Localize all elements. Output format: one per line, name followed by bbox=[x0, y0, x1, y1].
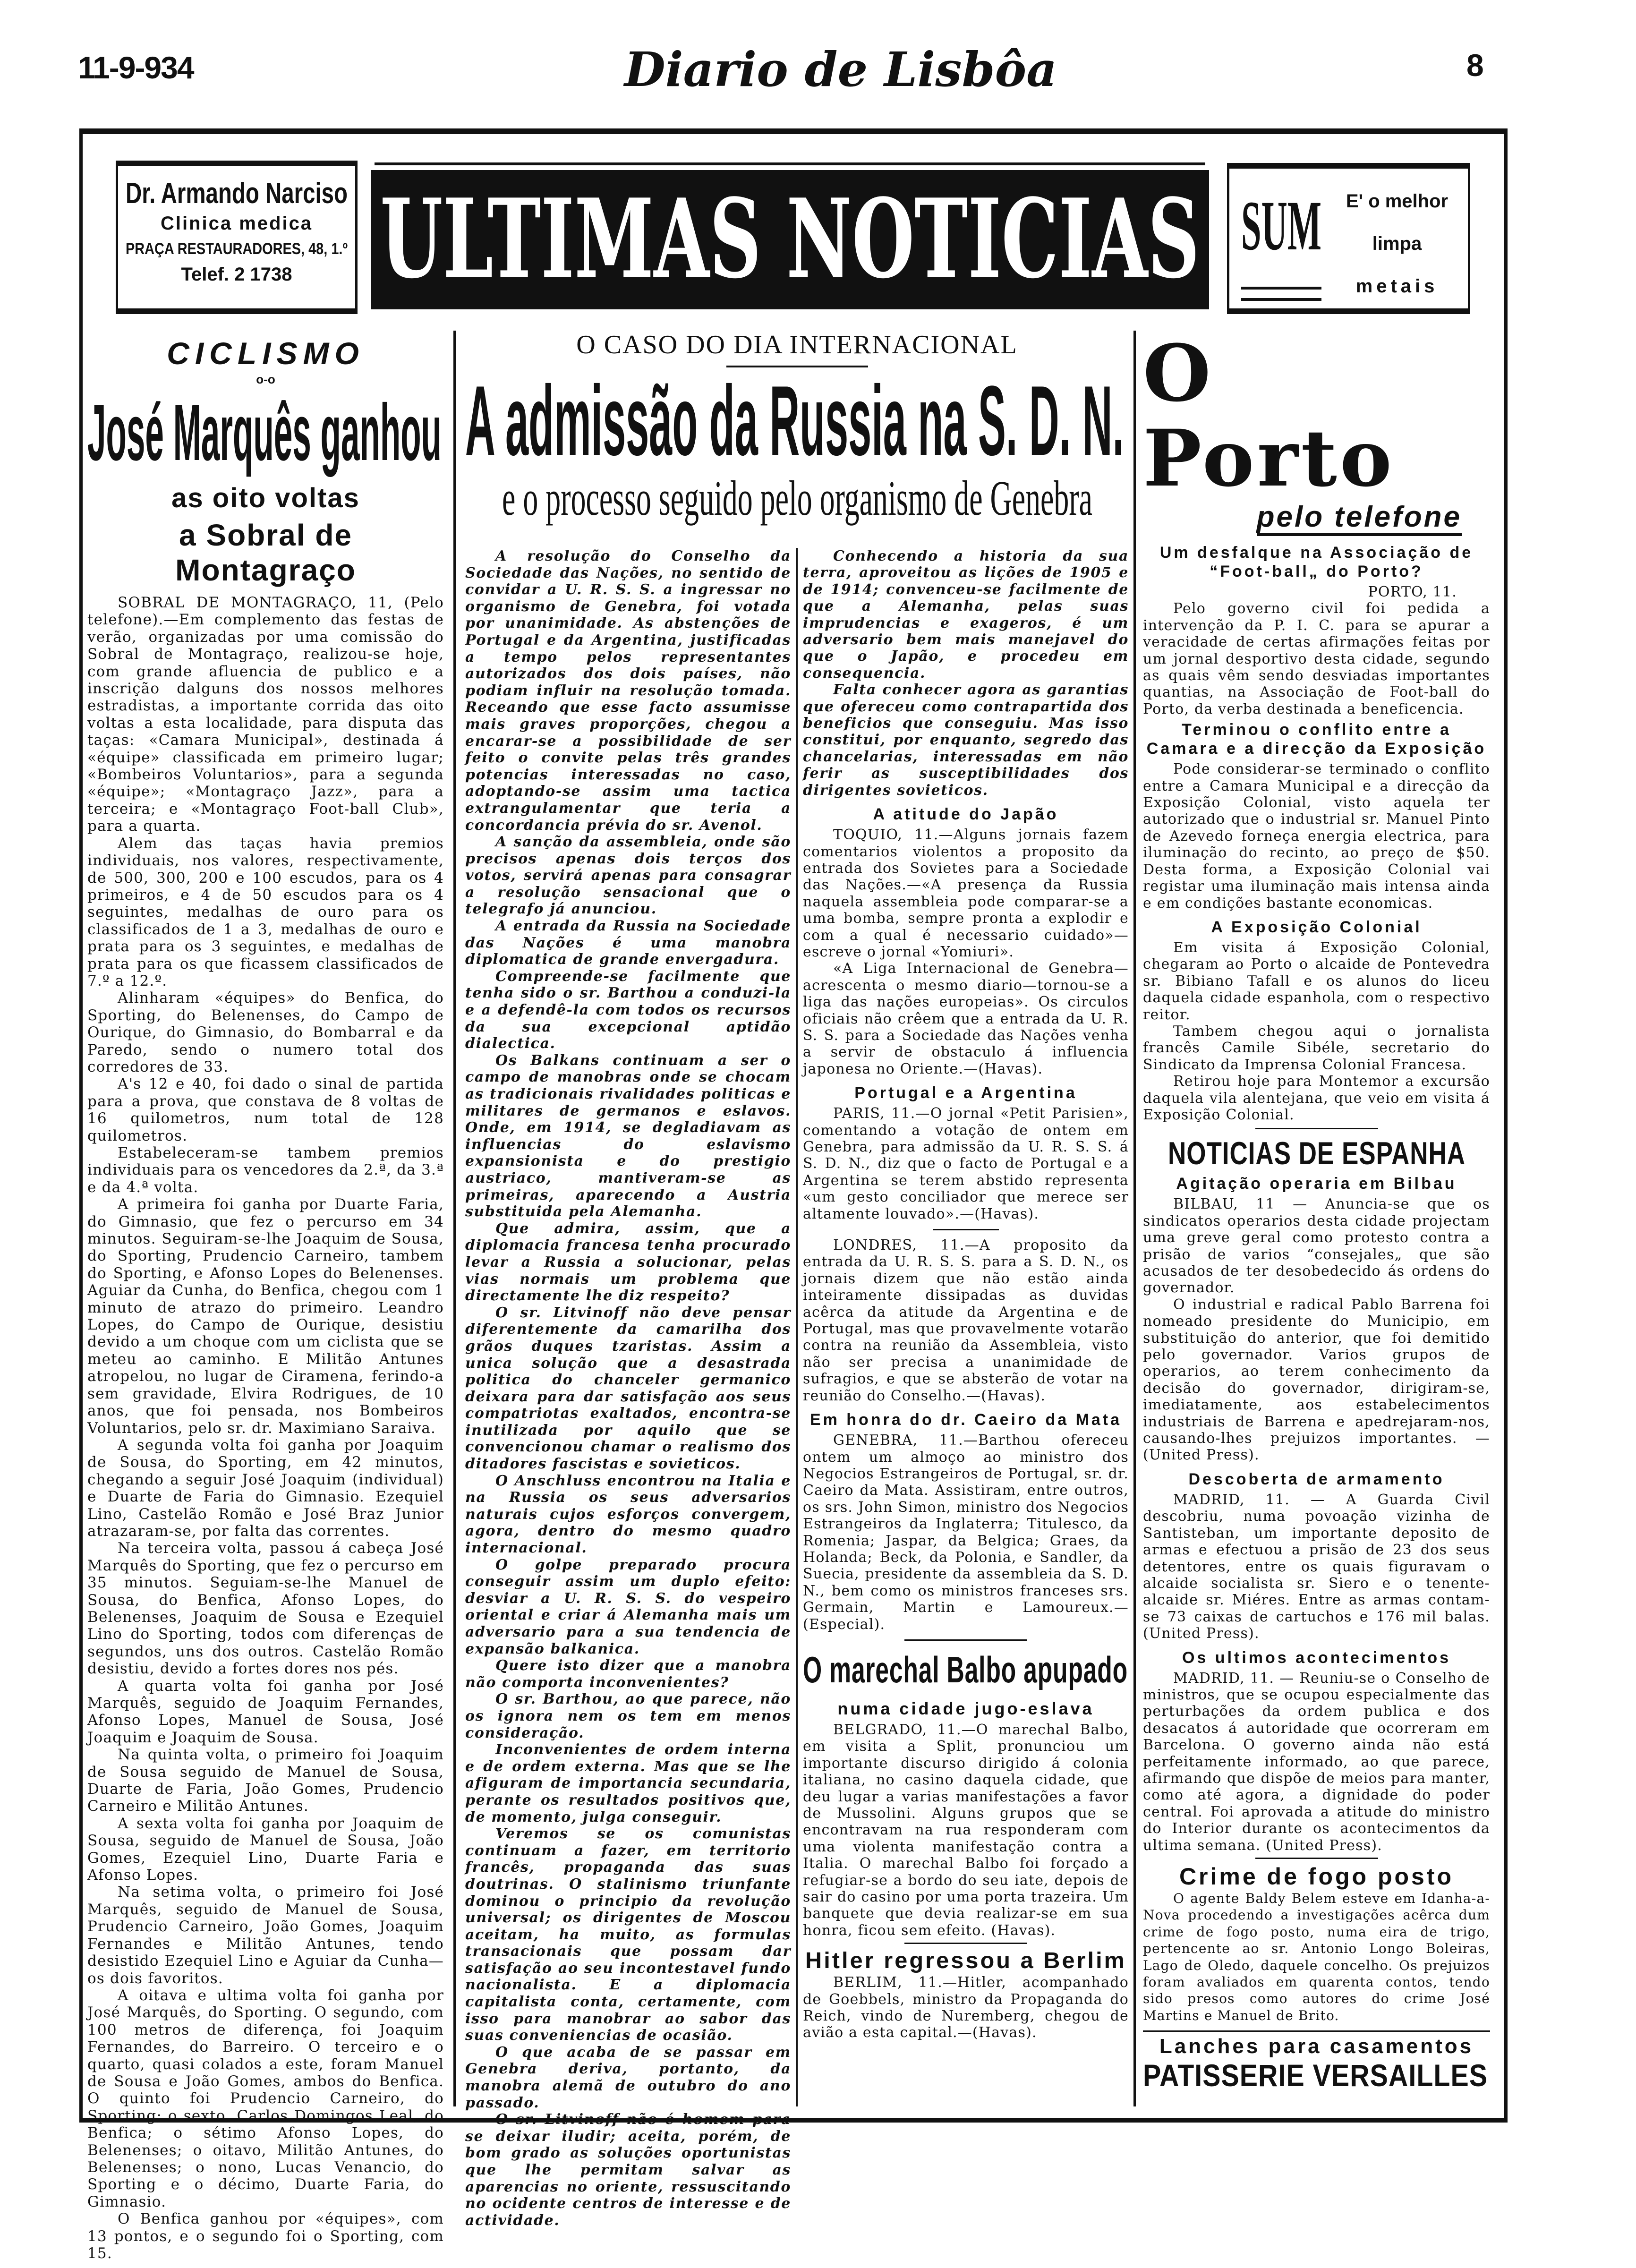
paragraph: Falta conhecer agora as garantias que ofereceu como contrapartida dos beneficios que conseguiu. Mas isso constitui, por enquanto, segredo das chancelarias, interessadas em não ferir as susceptibilidades dos dirigentes sovieticos. bbox=[803, 682, 1129, 799]
ad-brand: SUM bbox=[1241, 187, 1321, 265]
article-subheadline: numa cidade jugo-eslava bbox=[837, 1698, 1094, 1718]
paragraph: O agente Baldy Belem esteve em Idanha-a-Nova procedendo a investigações acêrca dum crime de fogo posto, numa eira de trigo, pertencente ao sr. Antonio Longo Boleiras, Lago de Oledo, daquele concelho. Os prejuizos foram avaliados em quarenta contos, tendo sido presos como autores do crime José Martins e Manuel de Brito. bbox=[1143, 1891, 1490, 2023]
section-heading: Os ultimos acontecimentos bbox=[1182, 1648, 1451, 1667]
paragraph: SOBRAL DE MONTAGRAÇO, 11, (Pelo telefone).—Em complemento das festas de verão, organizadas por uma comissão do Sobral de Montagraço, realizou-se hoje, com grande afluencia de publico e a inscrição dalguns dos nossos melhores estradistas, a importante corrida das oito voltas a esta localidade, para disputa das taças: «Camara Municipal», destinada á «équipe» classificada em primeiro lugar; «Bombeiros Voluntarios», para a segunda «équipe»; «Montagraço Jazz», para a terceira; e «Montagraço Foot-ball Club», para a quarta. bbox=[87, 594, 444, 835]
russia-article-continued bbox=[803, 548, 1129, 2041]
paragraph: GENEBRA, 11.—Barthou ofereceu ontem um almoço ao ministro dos Negocios Estrangeiros de Portugal, sr. dr. Caeiro da Mata. Assistiram, entre outros, os srs. John Simon, ministro dos Negocios Estrangeiros da Inglaterra; Titulesco, da Romenia; Jaspar, da Belgica; Graes, da Holanda; Beck, da Polonia, e Sandler, da Suecia, presidente da assembleia da S. D. N., bem como os ministros franceses srs. Germain, Martin e Lamoureux.—(Especial). bbox=[803, 1432, 1129, 1633]
ad-tagline-1: E' o melhor bbox=[1346, 191, 1449, 212]
paragraph: Alinharam «équipes» do Benfica, do Sporting, do Belenenses, do Campo de Ourique, do Gimnasio, do Bombarral e da Paredo, sendo o numero total dos corredores de 33. bbox=[87, 989, 444, 1075]
article-headline: Crime de fogo posto bbox=[1179, 1863, 1454, 1890]
column-subheadline: pelo telefone bbox=[1257, 501, 1462, 536]
patisserie-ad-line: Lanches para casamentos bbox=[1159, 2035, 1474, 2058]
sum-advertisement bbox=[1227, 163, 1470, 314]
divider bbox=[904, 1639, 1027, 1641]
section-heading: A Exposição Colonial bbox=[1211, 918, 1422, 936]
paragraph: A primeira foi ganha por Duarte Faria, do Gimnasio, que fez o percurso em 34 minutos. Seguiram-se-lhe Joaquim de Sousa, do Sporting, Prudencio Carneiro, tambem do Sporting, e Afonso Lopes do Belenenses. Aguiar da Cunha, do Benfica, chegou com 1 minuto de atrazo do primeiro. Leandro Lopes, do Campo de Ourique, desistiu devido a um choque com um ciclista que se meteu ao caminho. E Militão Antunes atropelou, no lugar de Ciramena, ferindo-a sem gravidade, Elvira Rodrigues, de 10 anos, que foi pensada, nos Bombeiros Voluntarios, pelo sr. dr. Maximiano Saraiva. bbox=[87, 1196, 444, 1437]
paragraph: Em visita á Exposição Colonial, chegaram ao Porto o alcaide de Pontevedra sr. Bibiano Tafall e os alunos do liceu daquela cidade espanhola, com o respectivo reitor. bbox=[1143, 939, 1490, 1023]
paragraph: Retirou hoje para Montemor a excursão daquela vila alentejana, que veio em visita á Exposição Colonial. bbox=[1143, 1073, 1490, 1123]
paragraph: BILBAU, 11 — Anuncia-se que os sindicatos operarios desta cidade projectam uma greve geral como protesto contra a prisão de varios “consejales„ que são acusados de ter desobedecido ás ordens do governador. bbox=[1143, 1196, 1490, 1296]
article-headline: José Marquês ganhou bbox=[87, 388, 442, 477]
section-label: CICLISMO bbox=[167, 336, 365, 371]
article-subheadline: as oito voltas bbox=[171, 483, 360, 513]
paragraph: O industrial e radical Pablo Barrena foi nomeado presidente do Municipio, em substituição do anterior, que foi demitido pelo governador. Varios grupos de operarios, ao terem conhecimento da decisão do governador, dirigiram-se, imediatamente, aos estabelecimentos industriais de Barrena e apedrejaram-nos, causando-lhes prejuizos importantes. —(United Press). bbox=[1143, 1296, 1490, 1464]
ultimas-noticias-banner bbox=[371, 170, 1209, 309]
section-heading: Descoberta de armamento bbox=[1188, 1470, 1445, 1488]
section-heading: Portugal e a Argentina bbox=[854, 1084, 1077, 1102]
russia-article-header bbox=[465, 331, 1129, 543]
paragraph: MADRID, 11. — Reuniu-se o Conselho de ministros, que se ocupou especialmente das perturbações da ordem publica e dos desacatos á autoridade que ocorreram em Barcelona. O governo ainda não está perfeitamente informado, ao que parece, afirmando que dispõe de meios para manter, como até agora, a dignidade do poder central. Foi aprovada a atitude do ministro do Interior durante os acontecimentos da ultima semana. (United Press). bbox=[1143, 1670, 1490, 1854]
paragraph: Na terceira volta, passou á cabeça José Marquês do Sporting, que fez o percurso em 35 minutos. Seguiam-se-lhe Manuel de Sousa, do Benfica, Afonso Lopes, do Belenenses, Joaquim de Sousa e Ezequiel Lino do Sporting, todos com diferenças de segundos, uns dos outros. Castelão Romão desistiu, devido a fortes dores nos pés. bbox=[87, 1540, 444, 1678]
column-rule bbox=[453, 331, 456, 2106]
paragraph: A quarta volta foi ganha por José Marquês, seguido de Joaquim Fernandes, Afonso Lopes, Manuel de Sousa, José Joaquim e Joaquim de Sousa. bbox=[87, 1677, 444, 1746]
ad-tagline-2: limpa bbox=[1372, 233, 1422, 254]
section-heading: Um desfalque na Associação de “Foot-ball„ do Porto? bbox=[1159, 544, 1474, 580]
paragraph: A sanção da assembleia, onde são precisos apenas dois terços dos votos, servirá apenas para consagrar a resolução sensacional que o telegrafo já anunciou. bbox=[465, 834, 791, 918]
russia-article-body bbox=[465, 548, 791, 2229]
paragraph: O sr. Barthou, ao que parece, não os ignora nem os tem em menos consideração. bbox=[465, 1691, 791, 1741]
article-headline: Hitler regressou a Berlim bbox=[805, 1948, 1126, 1974]
paragraph: Na setima volta, o primeiro foi José Marquês, seguido de Manuel de Sousa, Prudencio Carneiro, João Gomes, Joaquim Fernandes e Militão Antunes, tendo desistido Ezequiel Lino e Aguiar da Cunha—os dois favoritos. bbox=[87, 1884, 444, 1987]
cycling-article bbox=[87, 335, 444, 2262]
newspaper-title: Diario de Lisbôa bbox=[624, 42, 1057, 97]
paragraph: Alem das taças havia premios individuais, nos valores, respectivamente, de 500, 300, 200 e 100 escudos, para os 4 primeiros, e 4 de 50 escudos para os 4 seguintes, medalhas de ouro para os classificados de 1 a 3, medalhas de ouro e prata para os 3 seguintes, e medalhas de prata para os que ficassem classificados de 7.º a 12.º. bbox=[87, 835, 444, 989]
paragraph: O golpe preparado procura conseguir assim um duplo efeito: desviar a U. R. S. S. do vespeiro oriental e criar á Alemanha mais um adversario para a sua tendencia de expansão balkanica. bbox=[465, 1556, 791, 1657]
paragraph: Na quinta volta, o primeiro foi Joaquim de Sousa seguido de Manuel de Sousa, Duarte de Faria, João Gomes, Prudencio Carneiro e Militão Antunes. bbox=[87, 1746, 444, 1815]
ad-tagline-3: metais bbox=[1355, 276, 1439, 297]
paragraph: LONDRES, 11.—A proposito da entrada da U. R. S. S. para a S. D. N., os jornais dizem que não estão ainda inteiramente dissipadas as duvidas acêrca da atitude da Argentina e de Portugal, mas que provavelmente votarão contra na reunião da Assembleia, visto não ser precisa a unanimidade de sufragios, e que se absterão de votar na reunião do Conselho.—(Havas). bbox=[803, 1237, 1129, 1404]
paragraph: PARIS, 11.—O jornal «Petit Parisien», comentando a votação de ontem em Genebra, para admissão da U. R. S. S. á S. D. N., diz que o facto de Portugal e a Argentina se terem abstido representa «um gesto conciliador que merece ser altamente louvado».—(Havas). bbox=[803, 1105, 1129, 1222]
article-subheadline: e o processo seguido pelo organismo de Genebra bbox=[502, 470, 1092, 526]
porto-column bbox=[1143, 327, 1490, 2093]
paragraph: Estabeleceram-se tambem premios individuais para os vencedores da 2.ª, da 3.ª e da 4.ª volta. bbox=[87, 1144, 444, 1196]
article-headline: O marechal Balbo apupado bbox=[803, 1648, 1128, 1690]
paragraph: O Benfica ganhou por «équipes», com 13 pontos, e o segundo foi o Sporting, com 15. bbox=[87, 2210, 444, 2262]
paragraph: Inconvenientes de ordem interna e de ordem externa. Mas que se lhe afiguram de importancia secundaria, perante os resultados positivos que, de momento, julga conseguir. bbox=[465, 1741, 791, 1825]
patisserie-ad-name: PATISSERIE VERSAILLES bbox=[1143, 2058, 1488, 2093]
ad-address: PRAÇA RESTAURADORES, 48, 1.º bbox=[126, 240, 348, 258]
paragraph: BELGRADO, 11.—O marechal Balbo, em visita a Split, pronunciou um importante discurso dirigido á colonia italiana, no casino daquela cidade, que deu lugar a varias manifestações a favor de Mussolini. Alguns grupos que se encontravam na rua responderam com uma violenta manifestação contra a Italia. O marechal Balbo foi forçado a refugiar-se a bordo do seu iate, depois de sair do casino por uma porta trazeira. Um banquete que devia realizar-se em sua honra, ficou sem efeito. (Havas). bbox=[803, 1721, 1129, 1939]
paragraph: A sexta volta foi ganha por Joaquim de Sousa, seguido de Manuel de Sousa, João Gomes, Ezequiel Lino, Duarte Faria e Afonso Lopes. bbox=[87, 1815, 444, 1884]
divider bbox=[1143, 2030, 1490, 2032]
section-heading: A atitude do Japão bbox=[873, 805, 1059, 824]
brand-underline bbox=[1241, 287, 1321, 301]
ad-specialty: Clinica medica bbox=[160, 213, 313, 234]
section-heading: Em honra do dr. Caeiro da Mata bbox=[809, 1411, 1122, 1429]
paragraph: O sr. Litvinoff não é homem para se deixar iludir; aceita, porém, de bom grado as soluções oportunistas que lhe permitam salvar as aparencias no oriente, ressuscitando no ocidente centros de interesse e de actividade. bbox=[465, 2111, 791, 2229]
paragraph: Que admira, assim, que a diplomacia francesa tenha procurado levar a Russia a solucionar, pelas vias normais um problema que directamente lhe diz respeito? bbox=[465, 1220, 791, 1305]
paragraph: A segunda volta foi ganha por Joaquim de Sousa, do Sporting, em 42 minutos, chegando a seguir José Joaquim (individual) e Duarte de Faria do Gimnasio. Ezequiel Lino, Castelão Romão e José Braz Junior atrazaram-se, por falta das correntes. bbox=[87, 1436, 444, 1540]
paragraph: Pode considerar-se terminado o conflito entre a Camara Municipal e a direcção da Exposição Colonial, visto aquela ter autorizado que o industrial sr. Manuel Pinto de Azevedo forneça energia electrica, para iluminação do recinto, ao preço de $50. Desta forma, a Exposição Colonial vai registar uma iluminação mais intensa ainda e em condições bastante economicas. bbox=[1143, 761, 1490, 912]
ad-doctor-name: Dr. Armando Narciso bbox=[126, 177, 348, 210]
paragraph: O Anschluss encontrou na Italia e na Russia os seus adversarios naturais cujos esforços convergem, agora, dentro do mesmo quadro internacional. bbox=[465, 1472, 791, 1557]
banner-title: ULTIMAS NOTICIAS bbox=[380, 175, 1200, 303]
column-headline: O Porto bbox=[1143, 327, 1395, 504]
divider-ornament: o-o bbox=[256, 372, 275, 386]
article-headline: A admissão da Russia na S. D. N. bbox=[465, 365, 1124, 476]
paragraph: O que acaba de se passar em Genebra deriva, portanto, da manobra alemã de outubro do ano passado. bbox=[465, 2044, 791, 2111]
issue-date: 11-9-934 bbox=[78, 50, 194, 85]
doctor-advertisement bbox=[116, 161, 358, 314]
divider bbox=[904, 1943, 1027, 1944]
paragraph: A entrada da Russia na Sociedade das Nações é uma manobra diplomatica de grande envergadura. bbox=[465, 918, 791, 968]
article-kicker: O CASO DO DIA INTERNACIONAL bbox=[576, 330, 1018, 359]
article-subheadline: a Sobral de Montagraço bbox=[175, 518, 356, 587]
section-title: NOTICIAS DE ESPANHA bbox=[1167, 1135, 1466, 1172]
paragraph: A resolução do Conselho da Sociedade das Nações, no sentido de convidar a U. R. S. S. a ingressar no organismo de Genebra, foi votada por unanimidade. As abstenções de Portugal e da Argentina, justificadas a tempo pelos representantes autorizados dos dois países, não podiam influir na resolução tomada. Receando que esse facto assumisse mais graves proporções, chegou a encarar-se a possibilidade de ser feito o convite pelas três grandes potencias interessadas no caso, adoptando-se assim uma tactica extrangulamentar que teria a concordancia prévia do sr. Avenol. bbox=[465, 548, 791, 834]
paragraph: MADRID, 11. — A Guarda Civil descobriu, numa povoação vizinha de Santisteban, um importante deposito de armas e efectuou a prisão de 23 dos seus detentores, entre os quais figuravam o alcaide socialista sr. Siero e o tenente-alcaide sr. Miéres. Entre as armas contam-se 73 caixas de cartuchos e 176 mil balas. (United Press). bbox=[1143, 1491, 1490, 1642]
paragraph: Os Balkans continuam a ser o campo de manobras onde se chocam as tradicionais rivalidades politicas e militares de germanos e eslavos. Onde, em 1914, se degladiavam as influencias do eslavismo expansionista e do prestigio austriaco, mantiveram-se as primeiras, aparecendo a Austria substituida pela Alemanha. bbox=[465, 1052, 791, 1220]
dateline: PORTO, 11. bbox=[1368, 584, 1457, 600]
section-heading: Terminou o conflito entre a Camara e a direcção da Exposição bbox=[1146, 721, 1487, 758]
divider bbox=[1255, 1128, 1378, 1129]
ad-phone: Telef. 2 1738 bbox=[181, 264, 292, 285]
divider bbox=[933, 1229, 999, 1230]
paragraph: TOQUIO, 11.—Alguns jornais fazem comentarios violentos a proposito da entrada dos Sovietes para a Sociedade das Nações.—«A presença da Russia naquela assembleia pode comparar-se a uma bomba, sempre pronta a explodir e com a qual é necessario cuidado»—escreve o jornal «Yomiuri». bbox=[803, 827, 1129, 960]
paragraph: Conhecendo a historia da sua terra, aproveitou as lições de 1905 e de 1914; convenceu-se facilmente de que a Alemanha, pelas suas imprudencias e exageros, é um adversario bem mais manejavel do que o Japão, e procedeu em consequencia. bbox=[803, 548, 1129, 682]
paragraph: Pelo governo civil foi pedida a intervenção da P. I. C. para se apurar a veracidade de certas afirmações feitas por um jornal desportivo desta cidade, segundo as quais vêm sendo desviadas importantes quantias, na Associação de Foot-ball do Porto, da verba destinada a beneficencia. bbox=[1143, 600, 1490, 717]
paragraph: Quere isto dizer que a manobra não comporta inconvenientes? bbox=[465, 1657, 791, 1691]
paragraph: «A Liga Internacional de Genebra—acrescenta o mesmo diario—tornou-se a liga das nações europeias». Os circulos oficiais não crêem que a entrada da U. R. S. S. para a Sociedade das Nações venha a servir de obstaculo á influencia japonesa no Oriente.—(Havas). bbox=[803, 960, 1129, 1077]
paragraph: BERLIM, 11.—Hitler, acompanhado de Goebbels, ministro da Propaganda do Reich, vindo de Nuremberg, chegou de avião a esta capital.—(Havas). bbox=[803, 1974, 1129, 2041]
divider bbox=[1255, 1858, 1378, 1859]
paragraph: Veremos se os comunistas continuam a fazer, em territorio francês, propaganda das suas doutrinas. O stalinismo triunfante dominou o principio da revolução universal; os dirigentes de Moscou aceitam, ha muito, as formulas transacionais que possam dar satisfação ao seu incontestavel fundo nacionalista. E a diplomacia capitalista conta, certamente, com isso para manobrar ao sabor das suas conveniencias de ocasião. bbox=[465, 1825, 791, 2044]
page-number: 8 bbox=[1466, 48, 1484, 83]
paragraph: A's 12 e 40, foi dado o sinal de partida para a prova, que constava de 8 voltas de 16 quilometros, num total de 128 quilometros. bbox=[87, 1075, 444, 1144]
paragraph: O sr. Litvinoff não deve pensar diferentemente da camarilha dos grãos duques tzaristas. Assim a unica solução que a desastrada politica do chanceler germanico deixara para dar satisfação aos seus compatriotas exaltados, encontra-se inutilizada por aquilo que se convencionou chamar o realismo dos ditadores fascistas e sovieticos. bbox=[465, 1304, 791, 1473]
column-rule bbox=[1133, 331, 1136, 2106]
section-heading: Agitação operaria em Bilbau bbox=[1176, 1175, 1457, 1193]
column-rule bbox=[796, 548, 798, 2106]
paragraph: Tambem chegou aqui o jornalista francês Camile Sibéle, secretario do Sindicato da Imprensa Colonial Francesa. bbox=[1143, 1023, 1490, 1073]
paragraph: Compreende-se facilmente que tenha sido o sr. Barthou a conduzi-la e a defendê-la com todos os recursos da sua excepcional aptidão dialectica. bbox=[465, 968, 791, 1052]
paragraph: A oitava e ultima volta foi ganha por José Marquês, do Sporting. O segundo, com 100 metros de diferença, foi Joaquim Fernandes, do Barreiro. O terceiro e o quarto, quasi colados a este, foram Manuel de Sousa e João Gomes, ambos do Benfica. O quinto foi Prudencio Carneiro, do Sporting; o sexto, Carlos Domingos Leal, do Benfica; o sétimo Afonso Lopes, do Belenenses; o oitavo, Militão Antunes, do Belenenses; o nono, Lucas Venancio, do Sporting e o décimo, Duarte Faria, do Gimnasio. bbox=[87, 1987, 444, 2210]
